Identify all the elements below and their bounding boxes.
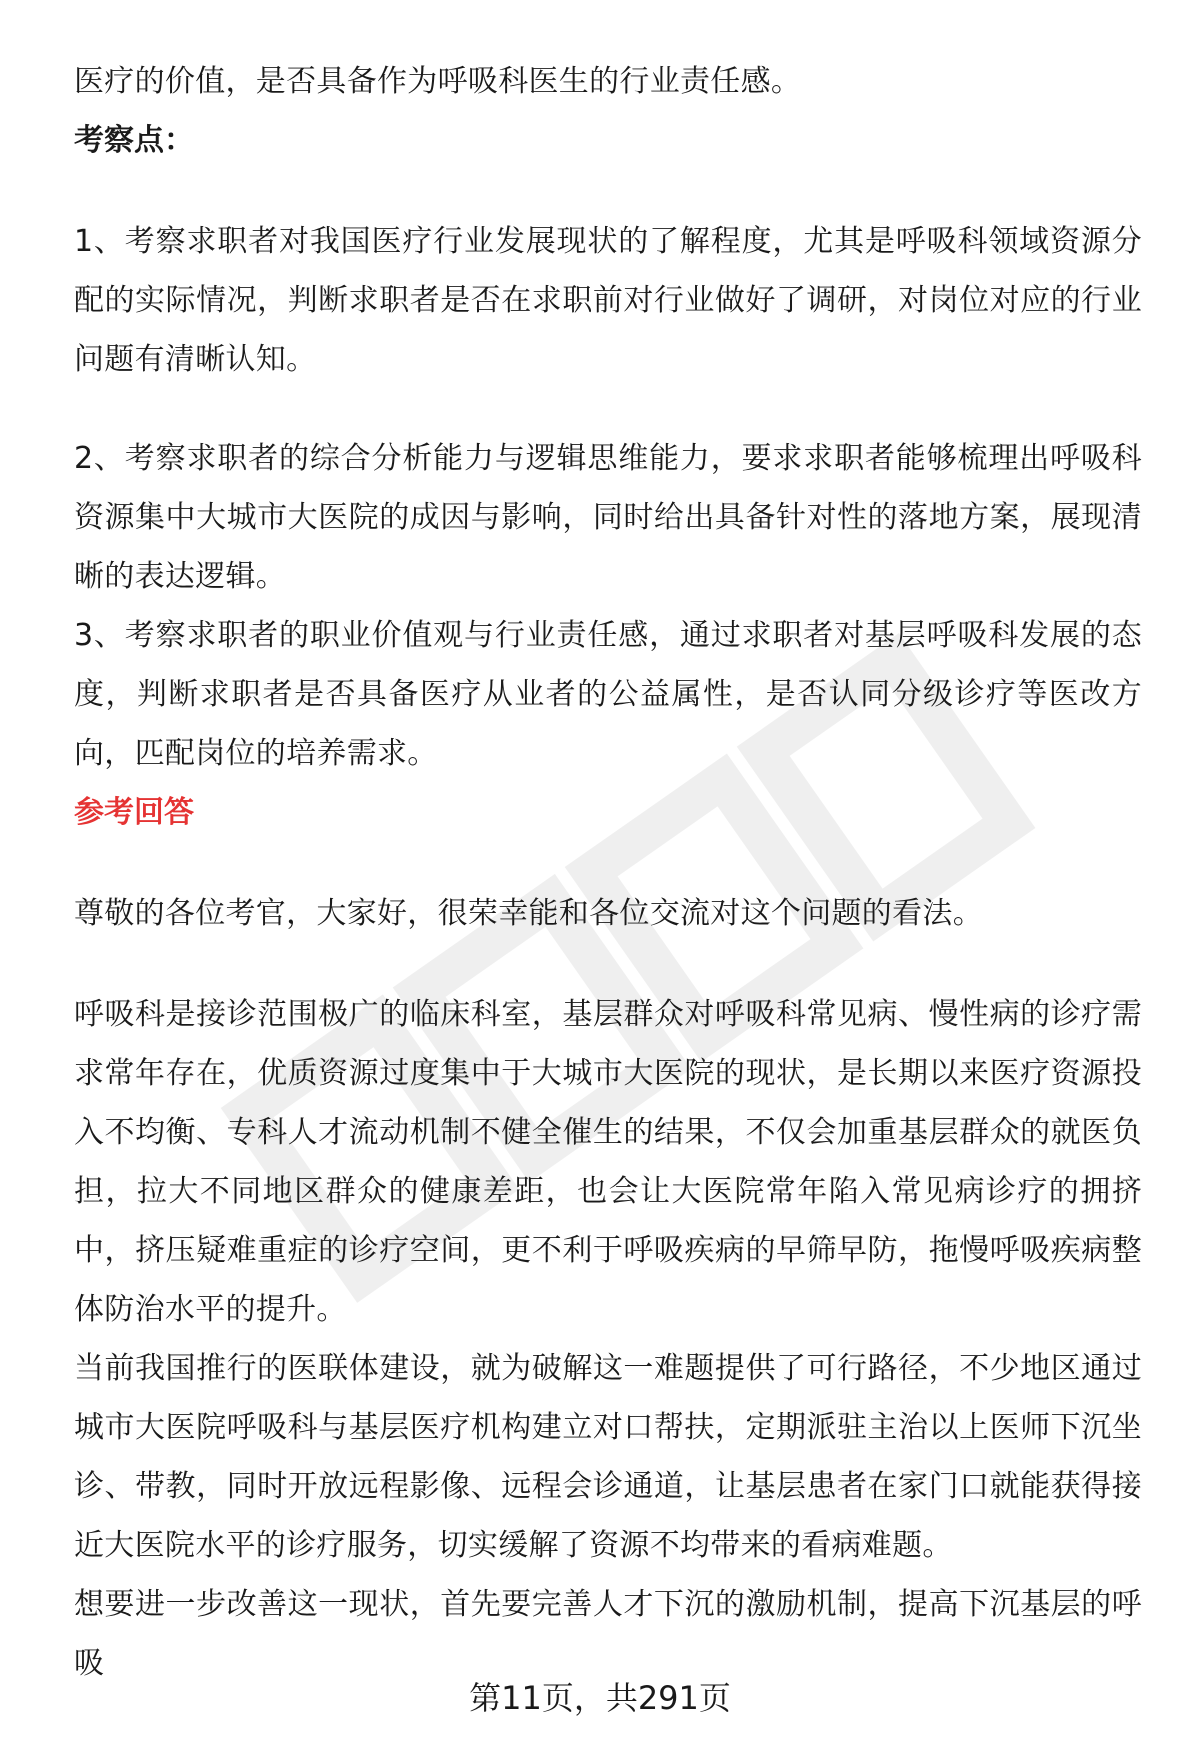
- assessment-point-1: 1、考察求职者对我国医疗行业发展现状的了解程度，尤其是呼吸科领域资源分配的实际情况，判断求职者是否在求职前对行业做好了调研，对岗位对应的行业问题有清晰认知。: [74, 224, 1142, 377]
- assessment-point-3: 3、考察求职者的职业价值观与行业责任感，通过求职者对基层呼吸科发展的态度，判断求职者是否具备医疗从业者的公益属性，是否认同分级诊疗等医改方向，匹配岗位的培养需求。: [74, 618, 1142, 771]
- answer-paragraph-4: 想要进一步改善这一现状，首先要完善人才下沉的激励机制，提高下沉基层的呼吸: [74, 1587, 1142, 1681]
- heading-assessment-points: 考察点：: [74, 123, 194, 158]
- page-number: 第11页，共291页: [469, 1679, 731, 1717]
- document-body: [74, 52, 1142, 1693]
- assessment-point-2: 2、考察求职者的综合分析能力与逻辑思维能力，要求求职者能够梳理出呼吸科资源集中大城市大医院的成因与影响，同时给出具备针对性的落地方案，展现清晰的表达逻辑。: [74, 441, 1142, 594]
- heading-reference-answer: 参考回答: [74, 795, 194, 830]
- answer-paragraph-1: 尊敬的各位考官，大家好，很荣幸能和各位交流对这个问题的看法。: [74, 896, 983, 931]
- answer-paragraph-2: 呼吸科是接诊范围极广的临床科室，基层群众对呼吸科常见病、慢性病的诊疗需求常年存在，优质资源过度集中于大城市大医院的现状，是长期以来医疗资源投入不均衡、专科人才流动机制不健全催生的结果，不仅会加重基层群众的就医负担，拉大不同地区群众的健康差距，也会让大医院常年陷入常见病诊疗的拥挤中，挤压疑难重症的诊疗空间，更不利于呼吸疾病的早筛早防，拖慢呼吸疾病整体防治水平的提升。: [74, 997, 1142, 1327]
- answer-paragraph-3: 当前我国推行的医联体建设，就为破解这一难题提供了可行路径，不少地区通过城市大医院呼吸科与基层医疗机构建立对口帮扶，定期派驻主治以上医师下沉坐诊、带教，同时开放远程影像、远程会诊通道，让基层患者在家门口就能获得接近大医院水平的诊疗服务，切实缓解了资源不均带来的看病难题。: [74, 1351, 1142, 1563]
- paragraph-intro: 医疗的价值，是否具备作为呼吸科医生的行业责任感。: [74, 64, 802, 99]
